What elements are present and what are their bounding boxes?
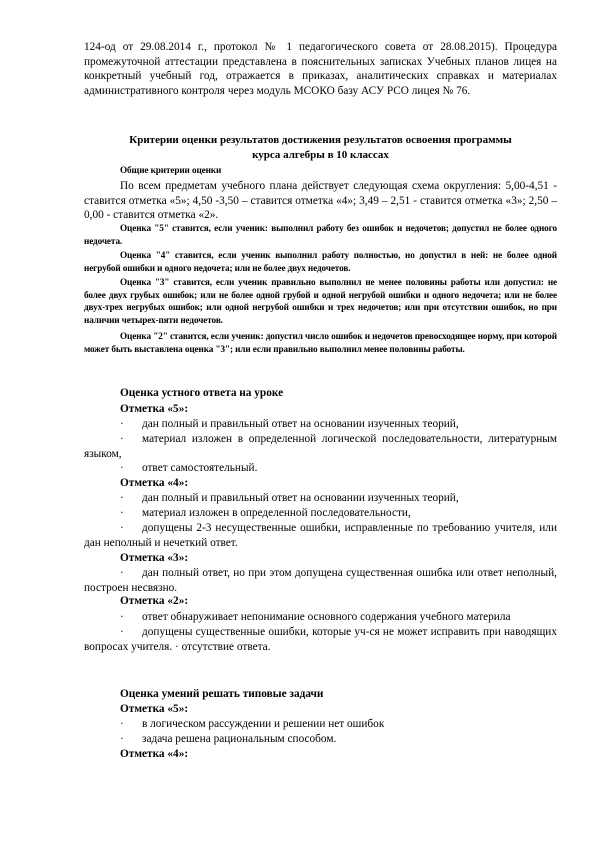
oral-mark-5-item-1: · дан полный и правильный ответ на основании изученных теорий,: [84, 417, 557, 432]
oral-mark-5-label: Отметка «5»:: [120, 403, 189, 415]
criterion-grade-5: Оценка "5" ставится, если ученик: выполнил работу без ошибок и недочетов; допустил не более одного недочета.: [84, 223, 557, 246]
rounding-rule: По всем предметам учебного плана действует следующая схема округления: 5,00-4,51 - ставится отметка «5»; 4,50 -3,50 – ставится отметка «4»; 3,49 – 2,51 - ставится отметка «3»; 2,50 – 0,00 - ставится отметка «2».: [84, 180, 557, 222]
tasks-mark-5-item-1: · в логическом рассуждении и решении нет ошибок: [84, 717, 557, 732]
oral-mark-4-label: Отметка «4»:: [120, 477, 189, 489]
oral-mark-3-item-1: · дан полный ответ, но при этом допущена существенная ошибка или ответ неполный, построен несвязно.: [84, 566, 557, 595]
tasks-mark-4-label: Отметка «4»:: [120, 748, 189, 760]
oral-mark-2-label: Отметка «2»:: [120, 595, 189, 607]
oral-mark-2-item-2: · допущены существенные ошибки, которые уч-ся не может исправить при наводящих вопросах учителя. · отсутствие ответа.: [84, 625, 557, 654]
oral-mark-2-item-1: · ответ обнаруживает непонимание основного содержания учебного материла: [84, 610, 557, 625]
tasks-mark-5-label: Отметка «5»:: [120, 703, 189, 715]
oral-mark-5-item-2: · материал изложен в определенной логической последовательности, литературным языком,: [84, 432, 557, 461]
criteria-title-line2: курса алгебры в 10 классах: [252, 149, 389, 161]
tasks-title: Оценка умений решать типовые задачи: [120, 688, 324, 700]
oral-mark-5-item-3: · ответ самостоятельный.: [84, 461, 557, 476]
criterion-grade-2: Оценка "2" ставится, если ученик: допустил число ошибок и недочетов превосходящее норму, при которой может быть выставлена оценка "3"; или если правильно выполнил менее половины работы.: [84, 331, 557, 354]
intro-paragraph: 124-од от 29.08.2014 г., протокол № 1 педагогического совета от 28.08.2015). Процедура промежуточной аттестации представлена в пояснительных записках Учебных планов лицея на конкретный учебный год, отражается в приказах, аналитических справках и материалах административного контроля через модуль МСОКО базу АСУ РСО лицея № 76.: [84, 41, 557, 97]
criterion-grade-3: Оценка "3" ставится, если ученик правильно выполнил не менее половины работы или допустил: не более двух грубых ошибок; или не более одной грубой и одной негрубой ошибки и одного недочета; или не более двух-трех негрубых ошибок; или одной негрубой ошибки и трех недочетов; или при отсутствии ошибок, но при наличии четырех-пяти недочетов.: [84, 277, 557, 325]
oral-mark-4-item-3: · допущены 2-3 несущественные ошибки, исправленные по требованию учителя, или дан неполный и нечеткий ответ.: [84, 521, 557, 550]
oral-mark-3-label: Отметка «3»:: [120, 552, 189, 564]
criteria-title-line1: Критерии оценки результатов достижения результатов освоения программы: [129, 134, 512, 146]
oral-answer-title: Оценка устного ответа на уроке: [120, 387, 284, 399]
oral-mark-4-item-1: · дан полный и правильный ответ на основании изученных теорий,: [84, 491, 557, 506]
criterion-grade-4: Оценка "4" ставится, если ученик выполнил работу полностью, но допустил в ней: не более одной негрубой ошибки и одного недочета; или не более двух недочетов.: [84, 250, 557, 273]
oral-mark-4-item-2: · материал изложен в определенной последовательности,: [84, 506, 557, 521]
tasks-mark-5-item-2: · задача решена рациональным способом.: [84, 732, 557, 747]
general-criteria-title: Общие критерии оценки: [120, 165, 222, 175]
